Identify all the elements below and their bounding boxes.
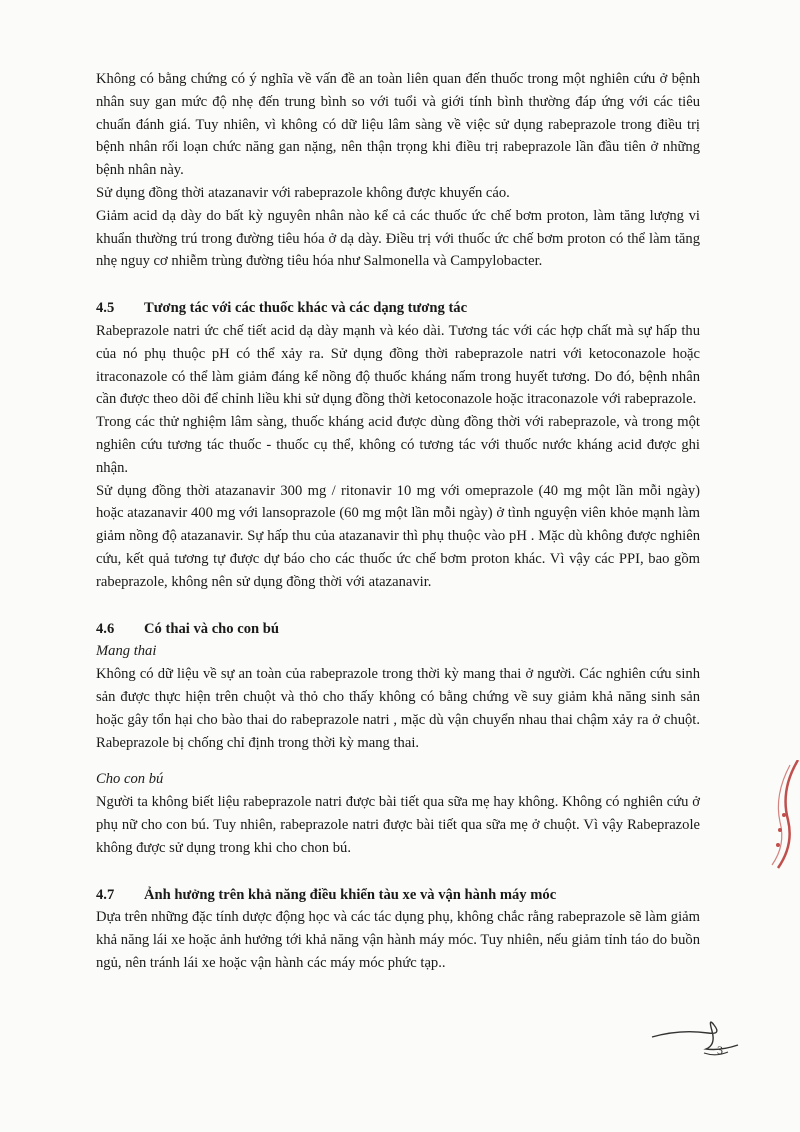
page-number: 3 [717,1043,723,1057]
section-heading-4-7 [96,884,700,907]
paragraph-interaction-2: Trong các thử nghiệm lâm sàng, thuốc kháng acid được dùng đồng thời với rabeprazole, và trong một nghiên cứu tương tác thuốc - thuốc cụ thể, không có tương tác với thuốc nước kháng acid được ghi nhận. [96,414,700,476]
paragraph-interaction-1: Rabeprazole natri ức chế tiết acid dạ dày mạnh và kéo dài. Tương tác với các hợp chất mà sự hấp thu của nó phụ thuộc pH có thể xảy ra. Sử dụng đồng thời rabeprazole natri với ketoconazole hoặc itraconazole có thể làm giảm đáng kể nồng độ thuốc kháng nấm trong huyết tương. Do đó, bệnh nhân cần được theo dõi để chỉnh liều khi sử dụng đồng thời ketoconazole hoặc itraconazole với rabeprazole. [96,322,700,408]
section-title: Ảnh hưởng trên khả năng điều khiển tàu xe và vận hành máy móc [144,886,557,903]
paragraph-gastric-acid: Giảm acid dạ dày do bất kỳ nguyên nhân nào kể cả các thuốc ức chế bơm proton, làm tăng lượng vi khuẩn thường trú trong đường tiêu hóa ở dạ dày. Điều trị với thuốc ức chế bơm proton có thể làm tăng nhẹ nguy cơ nhiễm trùng đường tiêu hóa như Salmonella và Campylobacter. [96,207,700,270]
subheading-breastfeeding: Cho con bú [96,771,164,788]
paragraph-driving: Dựa trên những đặc tính dược động học và các tác dụng phụ, không chắc rằng rabeprazole sẽ làm giảm khả năng lái xe hoặc ảnh hưởng tới khả năng vận hành máy móc. Tuy nhiên, nếu giảm tỉnh táo do buồn ngủ, nên tránh lái xe hoặc vận hành các máy móc phức tạp.. [96,909,700,971]
section-heading-4-6 [96,618,700,641]
section-title: Tương tác với các thuốc khác và các dạng tương tác [144,300,468,317]
section-number: 4.7 [96,886,115,903]
section-number: 4.6 [96,620,115,637]
stamp-fragment [760,760,800,870]
document-body [96,68,700,975]
subheading-pregnancy: Mang thai [96,643,157,660]
section-heading-4-5 [96,297,700,320]
signature-mark [650,1015,740,1060]
section-number: 4.5 [96,300,115,317]
paragraph-atazanavir-warning: Sử dụng đồng thời atazanavir với rabeprazole không được khuyến cáo. [96,184,510,201]
paragraph-hepatic: Không có bằng chứng có ý nghĩa về vấn đề an toàn liên quan đến thuốc trong một nghiên cứu ở bệnh nhân suy gan mức độ nhẹ đến trung bình so với tuổi và giới tính bình thường đáp ứng với các tiêu chuẩn đánh giá. Tuy nhiên, vì không có dữ liệu lâm sàng về việc sử dụng rabeprazole trong điều trị bệnh nhân rối loạn chức năng gan nặng, nên thận trọng khi điều trị rabeprazole lần đầu tiên ở những bệnh nhân này. [96,71,700,179]
paragraph-breastfeeding: Người ta không biết liệu rabeprazole natri được bài tiết qua sữa mẹ hay không. Không có nghiên cứu ở phụ nữ cho con bú. Tuy nhiên, rabeprazole natri được bài tiết qua sữa mẹ ở chuột. Vì vậy Rabeprazole không được sử dụng trong khi cho chon bú. [96,794,700,856]
paragraph-pregnancy: Không có dữ liệu về sự an toàn của rabeprazole trong thời kỳ mang thai ở người. Các nghiên cứu sinh sản được thực hiện trên chuột và thỏ cho thấy không có bằng chứng về suy giảm khả năng sinh sản hoặc gây tổn hại cho bào thai do rabeprazole natri , mặc dù vận chuyển nhau thai chậm xảy ra ở chuột. Rabeprazole bị chống chỉ định trong thời kỳ mang thai. [96,666,700,751]
paragraph-interaction-3: Sử dụng đồng thời atazanavir 300 mg / ritonavir 10 mg với omeprazole (40 mg một lần mỗi ngày) hoặc atazanavir 400 mg với lansoprazole (60 mg một lần mỗi ngày) ở tình nguyện viên khỏe mạnh làm giảm nồng độ atazanavir. Sự hấp thu của atazanavir thì phụ thuộc vào pH . Mặc dù không được nghiên cứu, kết quả tương tự được dự báo cho các thuốc ức chế bơm proton khác. Vì vậy các PPI, bao gồm rabeprazole, không nên sử dụng đồng thời với atazanavir. [96,482,700,590]
section-title: Có thai và cho con bú [144,620,280,637]
